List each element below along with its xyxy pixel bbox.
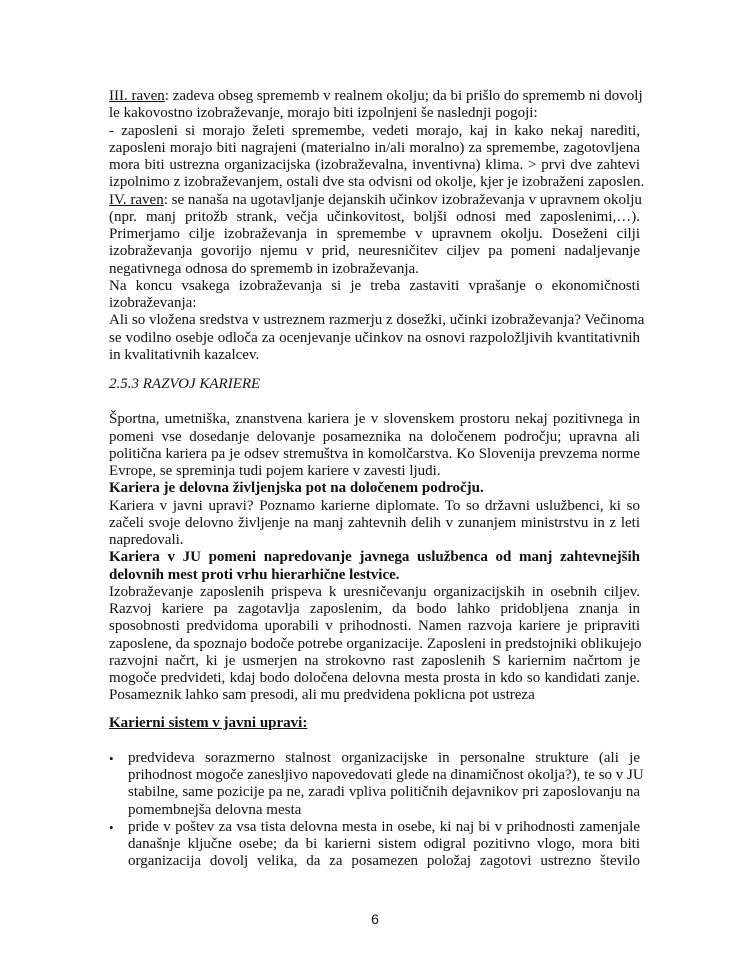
text-line — [109, 157, 640, 174]
line-text: Primerjamo cilje izobraževanja in spremembe v upravnem okolju. Doseženi cilji — [109, 226, 640, 242]
line-text: Kariera v JU pomeni napredovanje javnega uslužbenca od manj zahtevnejših — [109, 549, 640, 566]
line-text: Karierni sistem v javni upravi: — [109, 714, 308, 731]
text-line — [109, 278, 640, 295]
text-line — [128, 767, 644, 784]
text-line — [109, 498, 640, 515]
text-line — [109, 463, 640, 480]
line-text: začeli svoje delovno življenje na manj zahtevnih delih v zunanjem ministrstvu in z leti — [109, 514, 640, 531]
line-text: Razvoj kariere pa zagotavlja zaposlenim, da bodo lahko pridobljena znanja in — [109, 601, 640, 617]
line-text: pride v poštev za vsa tista delovna mesta in osebe, ki naj bi v prihodnosti zamenjale — [128, 818, 640, 835]
line-text: delovnih mest proti vrhu hierarhične lestvice. — [109, 566, 400, 583]
text-line — [109, 532, 640, 549]
line-text: (npr. manj pritožb strank, večja učinkovitost, boljši odnosi med zaposlenimi,…). — [109, 208, 640, 225]
line-text: - zaposleni si morajo želeti spremembe, vedeti morajo, kaj in kako nekaj narediti, — [109, 122, 640, 139]
line-text: Ali so vložena sredstva v ustreznem razmerju z dosežki, učinki izobraževanja? Večinoma — [109, 312, 645, 329]
line-text: : se nanaša na ugotavljanje dejanskih učinkov izobraževanja v upravnem okolju — [163, 191, 642, 208]
line-text: izpolnimo z izobraževanjem, ostali dve sta odvisni od okolje, kjer je izobraženi zaposlen. — [109, 174, 645, 191]
line-text: in kvalitativnih kazalcev. — [109, 346, 260, 363]
page-number: 6 — [371, 911, 379, 927]
text-line — [109, 376, 640, 393]
line-text: izobraževanja govorijo njemu v prid, neuresničitev ciljev pa pomeni nadaljevanje — [109, 243, 640, 260]
paragraph — [109, 411, 640, 704]
text-line — [109, 295, 640, 312]
text-line — [109, 312, 645, 329]
line-text: Evrope, se spreminja tudi pojem kariere v zavesti ljudi. — [109, 463, 441, 479]
line-text: stabilne, same pozicije pa ne, zaradi vpliva političnih dejavnikov pri zaposlovanju na — [128, 784, 640, 801]
line-text: napredovali. — [109, 532, 184, 548]
underlined-term: III. raven — [109, 88, 165, 104]
line-text: Športna, umetniška, znanstvena kariera je v slovenskem prostoru nekaj pozitivnega in — [109, 411, 640, 428]
text-line — [109, 261, 640, 278]
text-line — [109, 446, 640, 463]
text-line — [109, 584, 640, 601]
line-text: Posameznik lahko sam presodi, ali mu predvidena poklicna pot ustreza — [109, 687, 535, 704]
text-line — [109, 515, 640, 532]
paragraph — [109, 88, 645, 364]
line-text: Izobraževanje zaposlenih prispeva k uresničevanju organizacijskih in osebnih ciljev. — [109, 583, 640, 600]
line-text: 2.5.3 RAZVOJ KARIERE — [109, 376, 261, 392]
line-text: negativnega odnosa do sprememb in izobraževanja. — [109, 260, 419, 277]
line-text: predvideva sorazmerno stalnost organizacijske in personalne strukture (ali je — [128, 749, 640, 766]
line-text: Kariera v javni upravi? Poznamo karierne diplomate. To so državni uslužbenci, ki so — [109, 497, 640, 514]
text-line — [109, 174, 645, 191]
text-line — [109, 347, 640, 364]
text-line — [109, 226, 640, 243]
line-text: se vodilno osebje odloča za ocenjevanje učinkov na osnovi razpoložljivih kvantitativnih — [109, 329, 640, 346]
line-text: politična kariera pa je odsev stremuštva in komolčarstva. Ko Slovenija prevzema norme — [109, 445, 640, 462]
line-text: izobraževanja: — [109, 295, 197, 311]
text-line — [109, 105, 640, 122]
text-line — [109, 653, 640, 670]
text-line — [109, 429, 640, 446]
text-line — [128, 853, 640, 870]
text-line — [109, 567, 640, 584]
line-text: : zadeva obseg sprememb v realnem okolju; da bi prišlo do sprememb ni dovolj — [164, 88, 643, 104]
line-text: Na koncu vsakega izobraževanja si je treba zastaviti vprašanje o ekonomičnosti — [109, 277, 640, 294]
line-text: mogoče predvideti, kdaj bodo določena delovna mesta prosta in kdo so kandidati zanje. — [109, 670, 640, 686]
line-text: zaposleni morajo biti nagrajeni (materialno in/ali moralno) za spremembe, zagotovljena — [109, 139, 640, 156]
text-line — [128, 750, 640, 767]
bullet-icon: • — [109, 819, 114, 835]
line-text: prihodnost mogoče zanesljivo napovedovati glede na dinamičnost okolja?), te so v JU — [128, 767, 644, 783]
underlined-term: IV. raven — [109, 191, 164, 208]
line-text: pomeni vse dosedanje delovanje posameznika na določenem področju; upravna ali — [109, 428, 640, 445]
text-line — [109, 601, 640, 618]
text-line — [109, 549, 640, 566]
text-line — [109, 480, 640, 497]
line-text: razvojni načrt, ki je usmerjen na strokovno rast zaposlenih S kariernim načrtom je — [109, 652, 640, 669]
line-text: mora biti ustrezna organizacijska (izobraževalna, inventivna) klima. > prvi dve zahtevi — [109, 157, 640, 173]
line-text: pomembnejša delovna mesta — [128, 801, 302, 818]
text-line — [109, 618, 640, 635]
line-text: zaposlene, da spoznajo bodoče potrebe organizacije. Zaposleni in predstojniki oblikujejo — [109, 635, 642, 652]
text-line — [109, 88, 643, 105]
text-line — [109, 192, 640, 209]
line-text: organizacija dovolj velika, da za posamezen položaj zagotovi ustrezno število — [128, 853, 640, 870]
text-line — [109, 687, 640, 704]
text-line — [109, 140, 640, 157]
text-line — [109, 636, 640, 653]
text-line — [109, 123, 640, 140]
section-heading — [109, 376, 640, 393]
line-text: sposobnosti predvidoma uporabili v prihodnosti. Namen razvoja kariere je pripraviti — [109, 618, 640, 635]
text-line — [109, 243, 640, 260]
text-line — [128, 836, 640, 853]
bullet-item — [109, 819, 640, 871]
text-line — [109, 715, 640, 732]
line-text: le kakovostno izobraževanje, morajo biti izpolnjeni še naslednji pogoji: — [109, 105, 538, 122]
bullet-item — [109, 749, 644, 819]
text-line — [109, 209, 640, 226]
text-line — [109, 330, 640, 347]
text-line — [109, 411, 640, 428]
text-line — [128, 819, 640, 836]
text-line — [109, 670, 640, 687]
line-text: Kariera je delovna življenjska pot na določenem področju. — [109, 480, 484, 497]
line-text: današnje ključne osebe; da bi karierni sistem odigral pozitivno vlogo, mora biti — [128, 836, 640, 852]
section-title — [109, 715, 640, 732]
text-line — [128, 784, 640, 801]
document-page — [109, 88, 645, 871]
bullet-icon: • — [109, 750, 114, 766]
text-line — [128, 802, 640, 819]
